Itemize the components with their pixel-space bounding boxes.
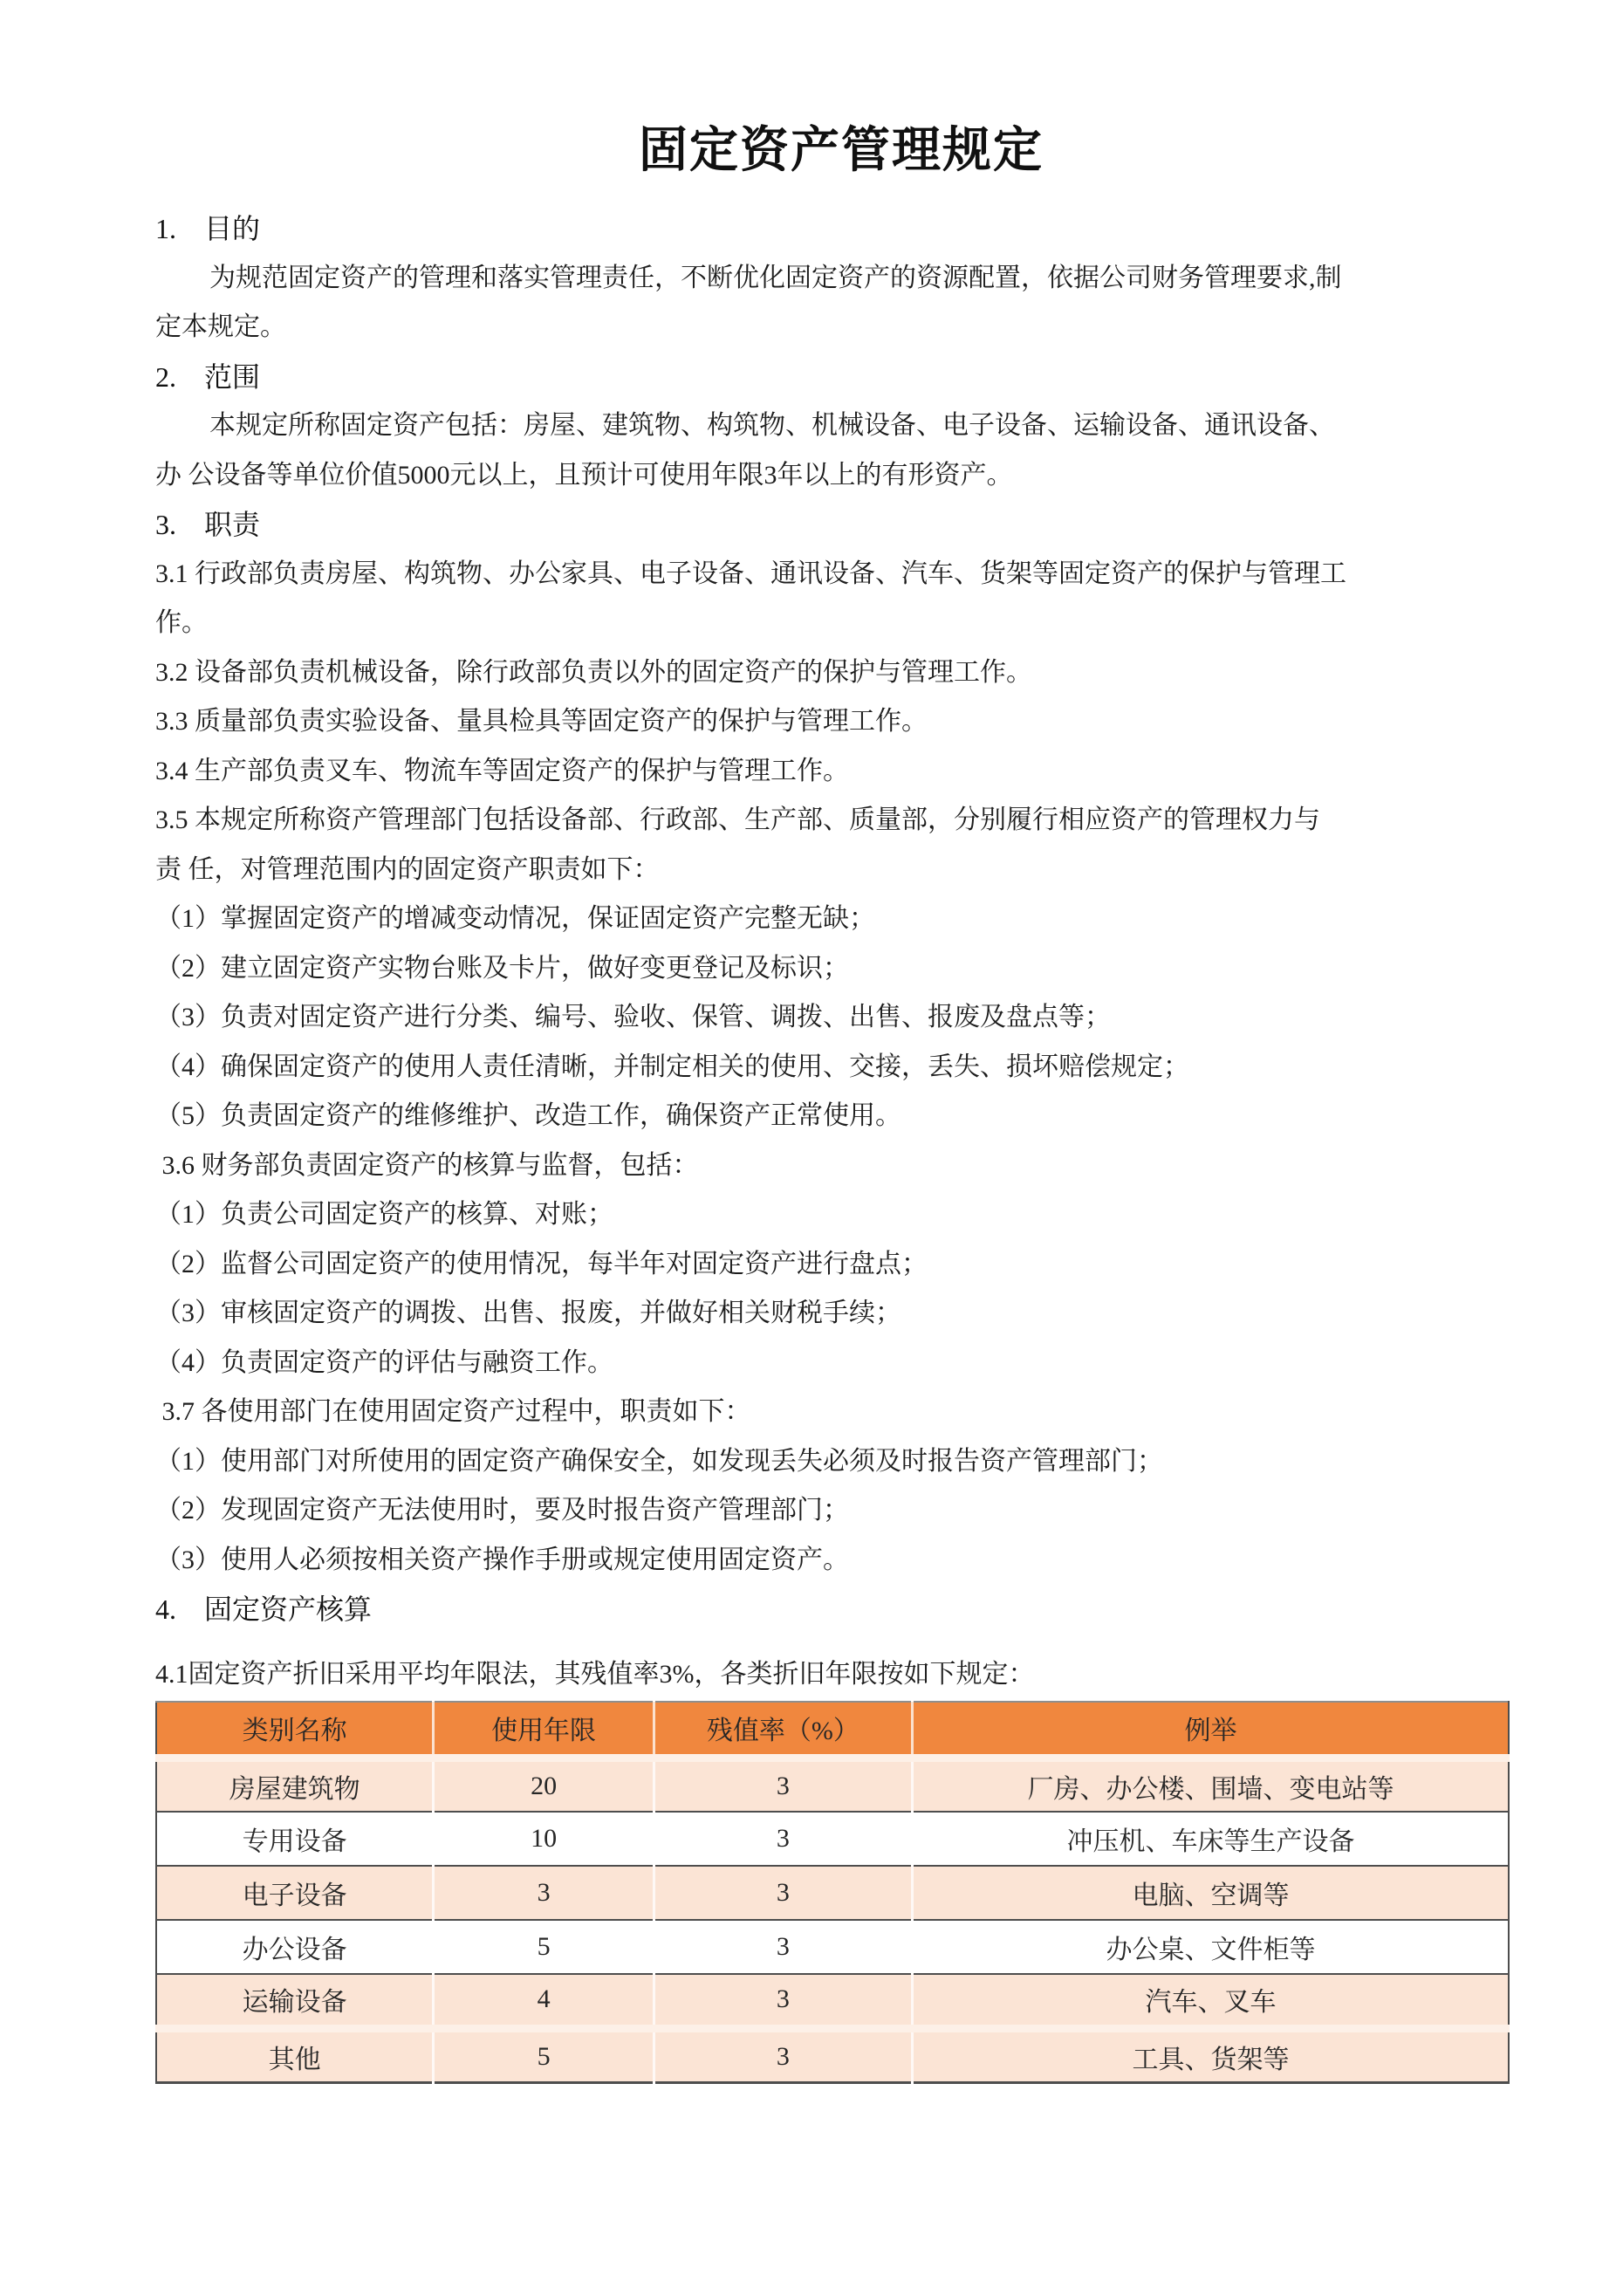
body-line: 4.1固定资产折旧采用平均年限法，其残值率3%，各类折旧年限按如下规定： xyxy=(155,1659,1035,1689)
body-line: 本规定所称固定资产包括：房屋、建筑物、构筑物、机械设备、电子设备、运输设备、通讯设备、 xyxy=(209,411,1335,440)
cell-useful-life: 20 xyxy=(434,1758,654,1812)
cell-category: 其他 xyxy=(156,2028,434,2082)
document-title: 固定资产管理规定 xyxy=(639,124,1044,178)
body-line: 办 公设备等单位价值5000元以上，且预计可使用年限3年以上的有形资产。 xyxy=(155,460,1013,490)
cell-category: 房屋建筑物 xyxy=(156,1758,434,1812)
section-label: 职责 xyxy=(204,509,261,540)
cell-residual-rate: 3 xyxy=(654,1974,912,2028)
body-line: （4）负责固定资产的评估与融资工作。 xyxy=(155,1347,613,1377)
cell-residual-rate: 3 xyxy=(654,1920,912,1974)
body-line: （1）掌握固定资产的增减变动情况，保证固定资产完整无缺； xyxy=(155,904,875,933)
section-number: 4. xyxy=(155,1593,176,1625)
body-line: 3.7 各使用部门在使用固定资产过程中，职责如下： xyxy=(155,1397,751,1426)
column-header-category: 类别名称 xyxy=(156,1702,434,1758)
body-line: （3）负责对固定资产进行分类、编号、验收、保管、调拨、出售、报废及盘点等； xyxy=(155,1003,1111,1031)
cell-category: 专用设备 xyxy=(156,1812,434,1866)
table-row xyxy=(156,1866,1509,1920)
cell-examples: 电脑、空调等 xyxy=(912,1866,1509,1920)
cell-examples: 办公桌、文件柜等 xyxy=(912,1920,1509,1974)
body-line: （4）确保固定资产的使用人责任清晰，并制定相关的使用、交接，丢失、损坏赔偿规定； xyxy=(155,1052,1189,1081)
cell-category: 运输设备 xyxy=(156,1974,434,2028)
cell-residual-rate: 3 xyxy=(654,1758,912,1812)
section-heading-2 xyxy=(155,353,1527,402)
column-header-examples: 例举 xyxy=(912,1702,1509,1758)
body-line: 责 任，对管理范围内的固定资产职责如下： xyxy=(155,854,660,884)
body-line: （2）建立固定资产实物台账及卡片，做好变更登记及标识； xyxy=(155,953,849,983)
cell-useful-life: 4 xyxy=(434,1974,654,2028)
cell-useful-life: 3 xyxy=(434,1866,654,1920)
table-header-row xyxy=(156,1702,1509,1758)
cell-examples: 冲压机、车床等生产设备 xyxy=(912,1812,1509,1866)
document-content xyxy=(155,0,1527,2084)
table-row xyxy=(156,1812,1509,1866)
section-number: 3. xyxy=(155,509,176,540)
section-heading-1 xyxy=(155,204,1527,254)
cell-useful-life: 5 xyxy=(434,1920,654,1974)
cell-examples: 厂房、办公楼、围墙、变电站等 xyxy=(912,1758,1509,1812)
body-line: 作。 xyxy=(155,608,208,637)
body-line: （1）使用部门对所使用的固定资产确保安全，如发现丢失必须及时报告资产管理部门； xyxy=(155,1446,1163,1476)
table-row xyxy=(156,1974,1509,2028)
body-line: 定本规定。 xyxy=(155,312,286,341)
body-line: 3.1 行政部负责房屋、构筑物、办公家具、电子设备、通讯设备、汽车、货架等固定资产的保护与管理工 xyxy=(155,559,1346,588)
section-number: 1. xyxy=(155,213,176,244)
cell-useful-life: 5 xyxy=(434,2028,654,2082)
table-row xyxy=(156,1758,1509,1812)
body-line: 3.3 质量部负责实验设备、量具检具等固定资产的保护与管理工作。 xyxy=(155,707,928,736)
body-line: 为规范固定资产的管理和落实管理责任，不断优化固定资产的资源配置，依据公司财务管理要求,制 xyxy=(209,263,1342,292)
cell-category: 办公设备 xyxy=(156,1920,434,1974)
body-line: 3.6 财务部负责固定资产的核算与监督，包括： xyxy=(155,1150,699,1180)
section-number: 2. xyxy=(155,360,176,393)
section-heading-3 xyxy=(155,500,1527,550)
cell-examples: 汽车、叉车 xyxy=(912,1974,1509,2028)
section-label: 固定资产核算 xyxy=(204,1593,373,1625)
cell-residual-rate: 3 xyxy=(654,1866,912,1920)
column-header-useful-life: 使用年限 xyxy=(434,1702,654,1758)
column-header-residual-rate: 残值率（%） xyxy=(654,1702,912,1758)
table-row xyxy=(156,2028,1509,2082)
table-row xyxy=(156,1920,1509,1974)
document-body xyxy=(155,204,1527,1699)
body-line: （2）发现固定资产无法使用时，要及时报告资产管理部门； xyxy=(155,1496,849,1525)
cell-residual-rate: 3 xyxy=(654,1812,912,1866)
body-line: （2）监督公司固定资产的使用情况，每半年对固定资产进行盘点； xyxy=(155,1249,928,1278)
depreciation-table xyxy=(155,1701,1510,2084)
cell-useful-life: 10 xyxy=(434,1812,654,1866)
body-line: 3.4 生产部负责叉车、物流车等固定资产的保护与管理工作。 xyxy=(155,756,849,785)
body-line: 3.2 设备部负责机械设备，除行政部负责以外的固定资产的保护与管理工作。 xyxy=(155,657,1032,687)
body-line: （3）审核固定资产的调拨、出售、报废，并做好相关财税手续； xyxy=(155,1299,901,1327)
section-heading-4 xyxy=(155,1585,1527,1635)
body-line: （5）负责固定资产的维修维护、改造工作，确保资产正常使用。 xyxy=(155,1101,901,1130)
body-line: （1）负责公司固定资产的核算、对账； xyxy=(155,1200,613,1229)
section-label: 目的 xyxy=(204,213,261,244)
body-line: 3.5 本规定所称资产管理部门包括设备部、行政部、生产部、质量部，分别履行相应资产的管理权力与 xyxy=(155,805,1320,834)
cell-category: 电子设备 xyxy=(156,1866,434,1920)
section-label: 范围 xyxy=(204,360,261,393)
cell-examples: 工具、货架等 xyxy=(912,2028,1509,2082)
body-line: （3）使用人必须按相关资产操作手册或规定使用固定资产。 xyxy=(155,1545,849,1574)
cell-residual-rate: 3 xyxy=(654,2028,912,2082)
